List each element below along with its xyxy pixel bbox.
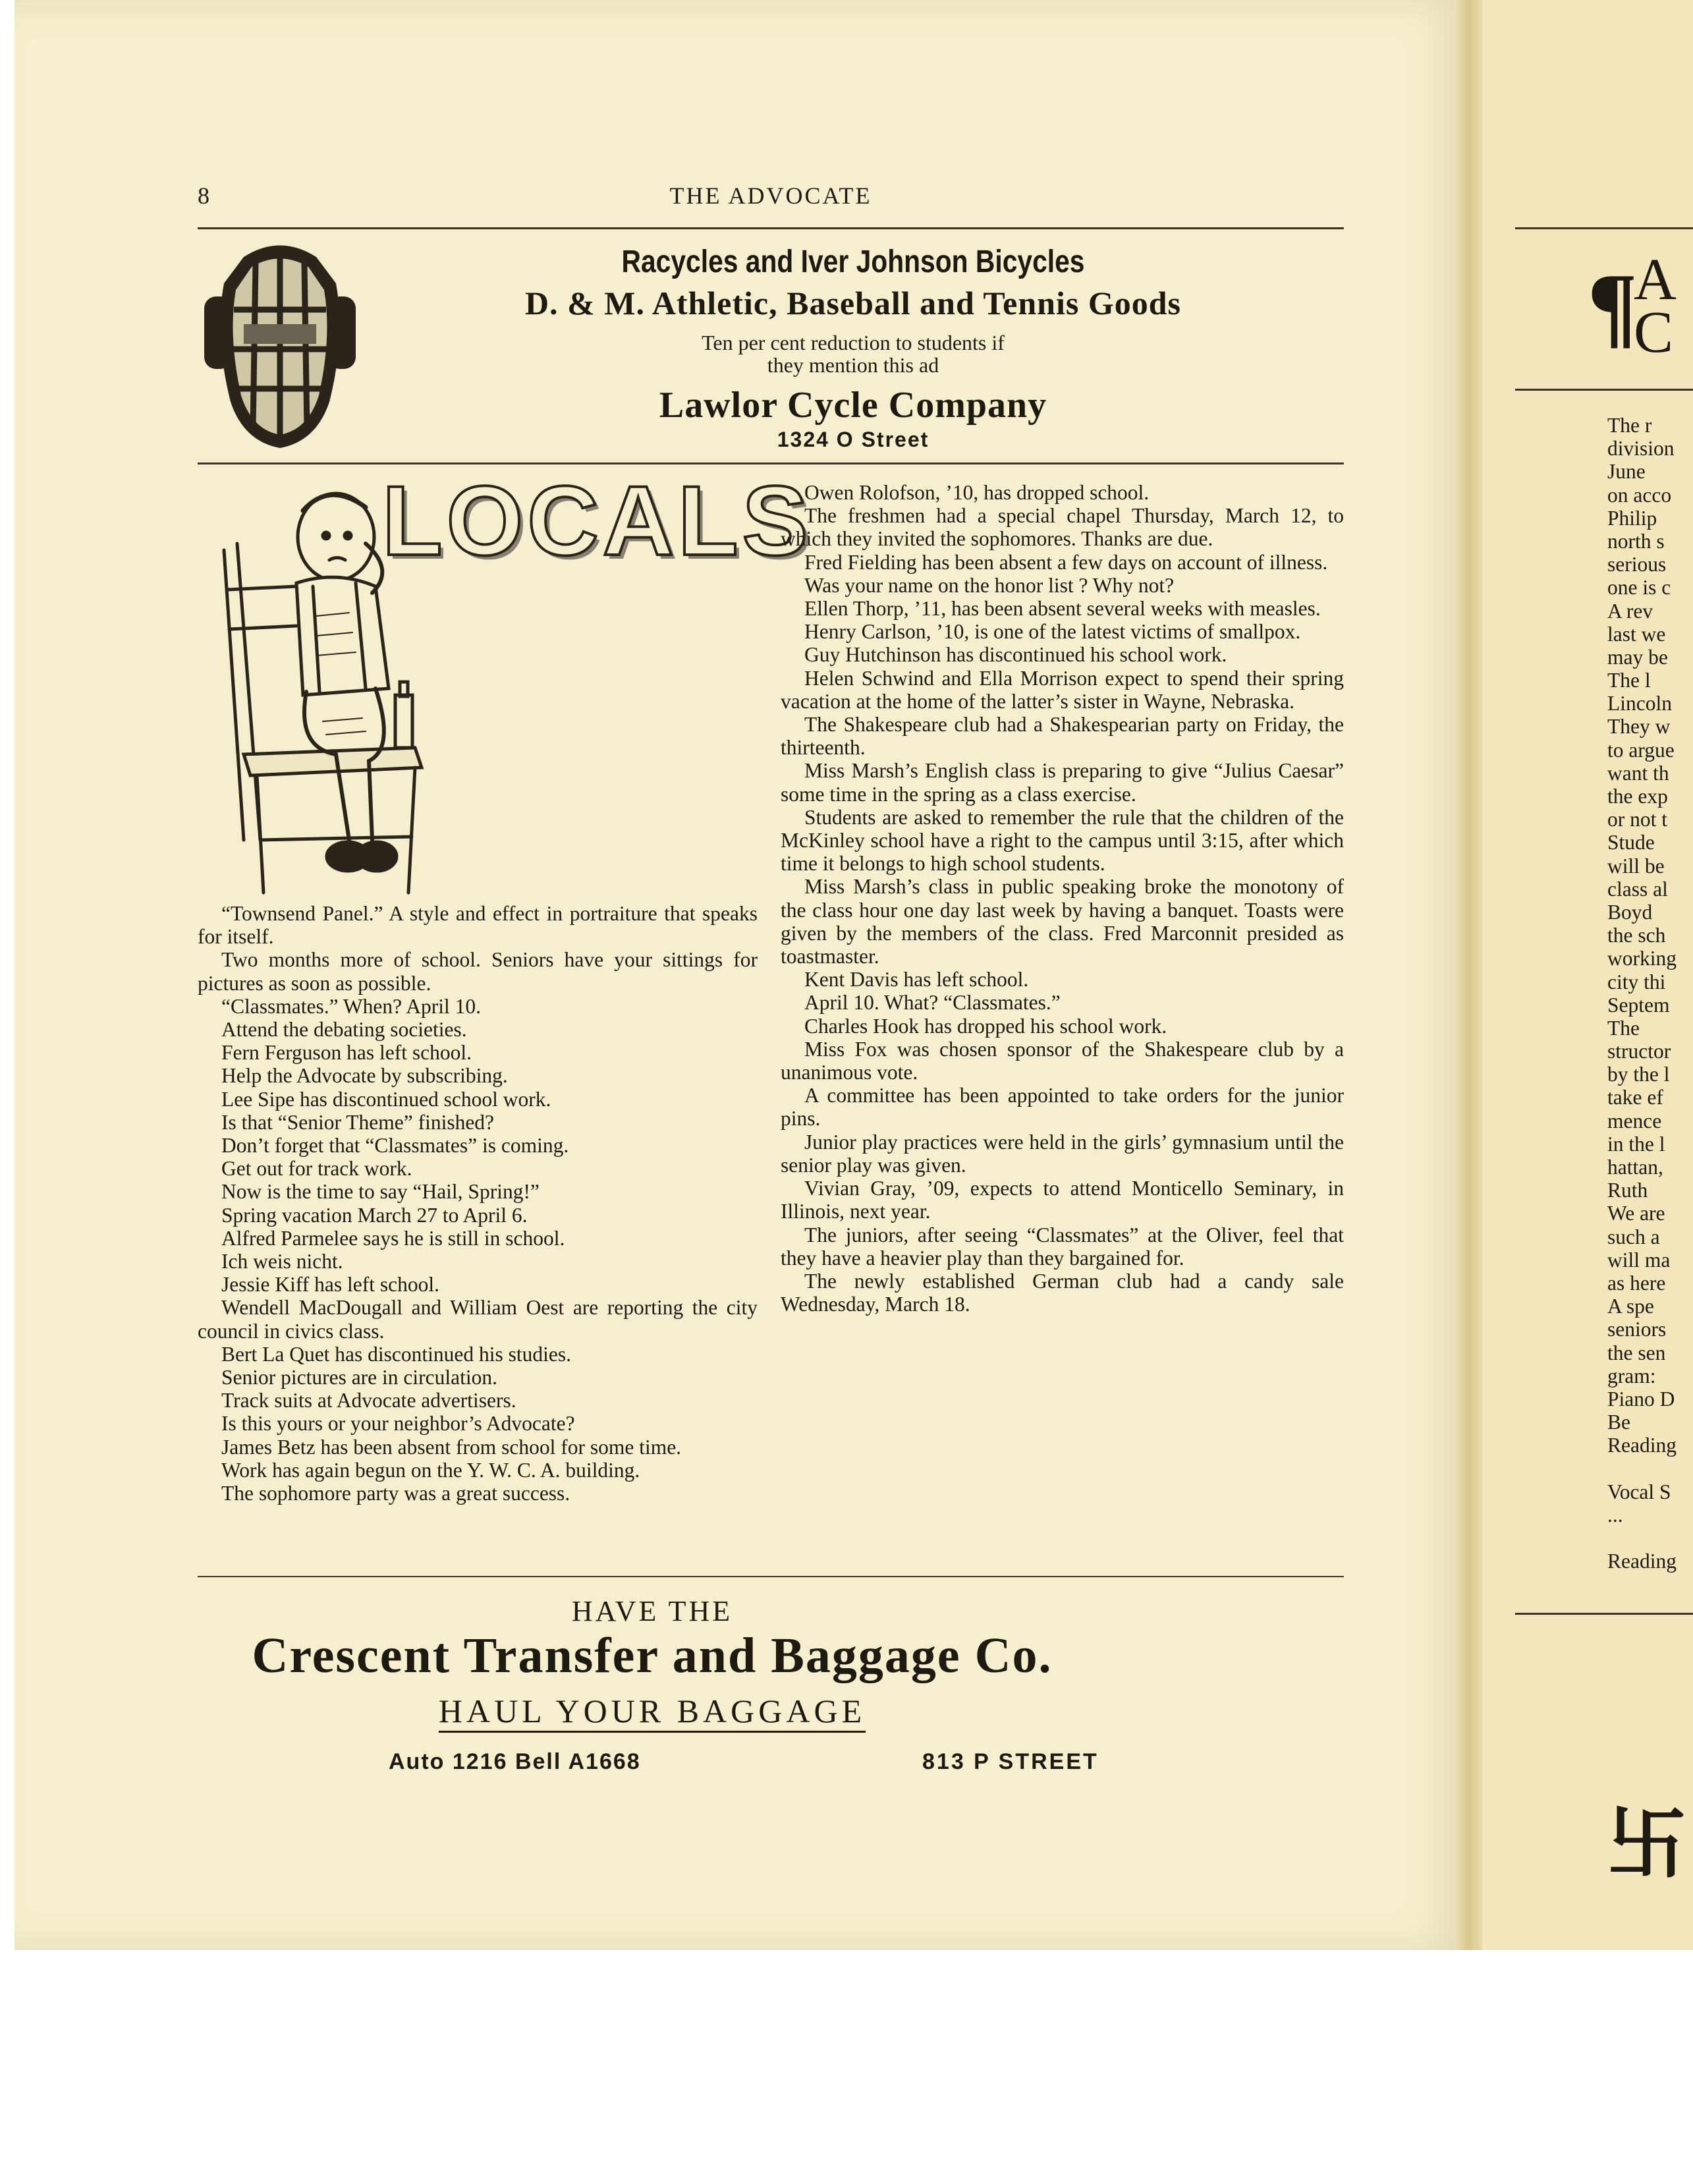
- local-item: Work has again begun on the Y. W. C. A. building.: [221, 1458, 640, 1482]
- adjacent-line: hattan,: [1607, 1156, 1663, 1179]
- local-item: Miss Marsh’s English class is preparing to give “Julius Caesar” some time in the spring as a class exercise.: [781, 759, 1344, 806]
- ad-lead-in: HAVE THE: [571, 1595, 733, 1627]
- adjacent-line: [1607, 1457, 1677, 1480]
- adjacent-line: ...: [1607, 1503, 1623, 1526]
- page-gutter: [1456, 0, 1482, 1950]
- adjacent-line: will ma: [1607, 1248, 1671, 1272]
- adjacent-line: Ruth: [1607, 1179, 1648, 1202]
- local-item: April 10. What? “Classmates.”: [804, 991, 1061, 1015]
- local-item: The Shakespeare club had a Shakespearian party on Friday, the thirteenth.: [781, 713, 1344, 760]
- local-item: Junior play practices were held in the girls’ gymnasium until the senior play was given.: [781, 1130, 1344, 1177]
- adjacent-bottom-rule: [1515, 1613, 1693, 1615]
- ad-headline: Racycles and Iver Johnson Bicycles: [621, 244, 1085, 279]
- adjacent-line: Philip: [1607, 506, 1657, 530]
- locals-illustration: [198, 465, 812, 896]
- local-item: Helen Schwind and Ella Morrison expect to spend their spring vacation at the home of the latter’s sister in Wayne, Nebraska.: [781, 666, 1344, 713]
- page-header: [198, 182, 1344, 215]
- local-item: Guy Hutchinson has discontinued his school work.: [804, 643, 1227, 667]
- adjacent-line: The l: [1607, 669, 1651, 692]
- ad-slogan-text: HAUL YOUR BAGGAGE: [439, 1693, 866, 1733]
- ad-offer-line-2: they mention this ad: [767, 353, 939, 377]
- adjacent-line: gram:: [1607, 1364, 1656, 1387]
- adjacent-line: They w: [1607, 715, 1671, 739]
- local-item: Is that “Senior Theme” finished?: [221, 1110, 495, 1134]
- ad-slogan: [198, 1692, 1107, 1730]
- ad-offer: [362, 331, 1344, 376]
- local-item: Charles Hook has dropped his school work.: [804, 1014, 1167, 1038]
- adjacent-line: last we: [1607, 622, 1666, 646]
- local-item: Track suits at Advocate advertisers.: [221, 1389, 516, 1413]
- paragraph-mark-icon: ¶: [1588, 255, 1638, 357]
- adjacent-line: structor: [1607, 1040, 1671, 1063]
- adjacent-initial-c: C: [1634, 300, 1674, 365]
- catchers-mask-icon: [198, 237, 362, 455]
- adjacent-line: may be: [1607, 645, 1668, 669]
- local-item: “Classmates.” When? April 10.: [221, 994, 481, 1018]
- adjacent-line: [1607, 1526, 1677, 1550]
- adjacent-line: such a: [1607, 1225, 1660, 1248]
- local-item: Vivian Gray, ’09, expects to attend Monticello Seminary, in Illinois, next year.: [781, 1177, 1344, 1223]
- local-item: Two months more of school. Seniors have your sittings for pictures as soon as possible.: [198, 948, 758, 995]
- adjacent-line: A spe: [1607, 1295, 1654, 1318]
- ad-text-block: [362, 237, 1344, 452]
- local-item: Henry Carlson, ’10, is one of the latest victims of smallpox.: [804, 620, 1301, 644]
- adjacent-title-rule: [1515, 389, 1693, 391]
- ad-rule: [198, 462, 1344, 464]
- bottom-ad-rule: [198, 1576, 1344, 1577]
- local-item: Jessie Kiff has left school.: [221, 1273, 439, 1297]
- ad-company-name: Crescent Transfer and Baggage Co.: [252, 1628, 1053, 1683]
- local-item: Spring vacation March 27 to April 6.: [221, 1203, 528, 1227]
- local-item: Bert La Quet has discontinued his studies.: [221, 1342, 572, 1366]
- adjacent-line: the sch: [1607, 924, 1666, 947]
- local-item: Attend the debating societies.: [221, 1018, 467, 1042]
- adjacent-line: working: [1607, 947, 1677, 970]
- adjacent-line: Be: [1607, 1411, 1630, 1434]
- ad-phone-numbers: Auto 1216 Bell A1668: [389, 1749, 641, 1774]
- local-item: Help the Advocate by subscribing.: [221, 1064, 508, 1088]
- adjacent-line: Reading: [1607, 1550, 1677, 1573]
- adjacent-line: We are: [1607, 1202, 1665, 1225]
- adjacent-line: The: [1607, 1016, 1640, 1040]
- adjacent-line: Vocal S: [1607, 1480, 1671, 1503]
- adjacent-initial-a: A: [1634, 247, 1677, 312]
- adjacent-line: north s: [1607, 529, 1665, 553]
- local-item: The freshmen had a special chapel Thursday, March 12, to which they invited the sophomores. Thanks are due.: [781, 504, 1344, 551]
- adjacent-line: Lincoln: [1607, 692, 1672, 715]
- adjacent-line: mence: [1607, 1109, 1662, 1133]
- local-item: Students are asked to remember the rule that the children of the McKinley school have a right to the campus until 3:15, after which time it belongs to high school students.: [781, 805, 1344, 876]
- adjacent-line: take ef: [1607, 1086, 1663, 1109]
- adjacent-text-lines: [1607, 414, 1677, 1573]
- local-item: The sophomore party was a great success.: [221, 1482, 570, 1505]
- adjacent-line: or not t: [1607, 808, 1667, 831]
- right-column: [781, 481, 1344, 1316]
- local-item: Miss Marsh’s class in public speaking broke the monotony of the class hour one day last week by having a banquet. Toasts were given by the members of the class. Fred Marconnit presided as toastmaster.: [781, 875, 1344, 968]
- adjacent-line: as here: [1607, 1271, 1666, 1295]
- adjacent-line: Boyd: [1607, 900, 1653, 924]
- ad-company-name: Lawlor Cycle Company: [659, 385, 1047, 426]
- local-item: Fred Fielding has been absent a few days on account of illness.: [804, 550, 1328, 574]
- local-item: Ellen Thorp, ’11, has been absent several weeks with measles.: [804, 597, 1321, 621]
- ad-address: 813 P STREET: [922, 1749, 1099, 1774]
- local-item: “Townsend Panel.” A style and effect in portraiture that speaks for itself.: [198, 902, 758, 949]
- local-item: Kent Davis has left school.: [804, 968, 1029, 992]
- ad-subheadline: D. & M. Athletic, Baseball and Tennis Goods: [525, 285, 1181, 322]
- local-item: The newly established German club had a candy sale Wednesday, March 18.: [781, 1269, 1344, 1316]
- adjacent-line: by the l: [1607, 1063, 1670, 1086]
- adjacent-line: in the l: [1607, 1132, 1665, 1156]
- local-item: Senior pictures are in circulation.: [221, 1366, 497, 1389]
- local-item: The juniors, after seeing “Classmates” at the Oliver, feel that they have a heavier play than they bargained for.: [781, 1223, 1344, 1270]
- local-item: Miss Fox was chosen sponsor of the Shakespeare club by a unanimous vote.: [781, 1037, 1344, 1084]
- adjacent-line: class al: [1607, 877, 1668, 901]
- adjacent-line: the exp: [1607, 785, 1668, 808]
- local-item: Get out for track work.: [221, 1157, 412, 1181]
- local-item: Owen Rolofson, ’10, has dropped school.: [804, 481, 1150, 504]
- adjacent-line: city thi: [1607, 970, 1666, 994]
- local-item: Ich weis nicht.: [221, 1250, 343, 1274]
- ad-company-address: 1324 O Street: [777, 428, 930, 451]
- adjacent-line: division: [1607, 437, 1675, 461]
- local-item: Alfred Parmelee says he is still in school.: [221, 1226, 565, 1250]
- local-item: A committee has been appointed to take orders for the junior pins.: [781, 1084, 1344, 1131]
- header-rule: [198, 227, 1344, 229]
- adjacent-line: Stude: [1607, 831, 1655, 854]
- running-title: THE ADVOCATE: [669, 182, 872, 209]
- local-item: Lee Sipe has discontinued school work.: [221, 1087, 551, 1111]
- local-item: Was your name on the honor list ? Why not?: [804, 573, 1175, 597]
- adjacent-line: A rev: [1607, 599, 1653, 623]
- local-item: James Betz has been absent from school for some time.: [221, 1435, 682, 1459]
- local-item: Fern Ferguson has left school.: [221, 1041, 472, 1065]
- adjacent-line: will be: [1607, 854, 1665, 878]
- local-item: Wendell MacDougall and William Oest are reporting the city council in civics class.: [198, 1296, 758, 1343]
- adjacent-line: want th: [1607, 761, 1669, 785]
- page-number: 8: [198, 182, 209, 209]
- local-item: Don’t forget that “Classmates” is coming.: [221, 1134, 569, 1158]
- adjacent-line: June: [1607, 460, 1646, 484]
- adjacent-line: to argue: [1607, 738, 1675, 762]
- local-item: Now is the time to say “Hail, Spring!”: [221, 1180, 540, 1204]
- adjacent-header-rule: [1515, 227, 1693, 229]
- local-item: Is this yours or your neighbor’s Advocate?: [221, 1412, 575, 1436]
- ad-offer-line-1: Ten per cent reduction to students if: [702, 331, 1005, 354]
- adjacent-line: the sen: [1607, 1341, 1666, 1364]
- adjacent-line: Septem: [1607, 993, 1670, 1017]
- swastika-symbol-icon: 卐: [1607, 1801, 1686, 1888]
- adjacent-line: on acco: [1607, 483, 1672, 507]
- adjacent-line: The r: [1607, 414, 1652, 437]
- adjacent-line: one is c: [1607, 576, 1671, 600]
- adjacent-line: seniors: [1607, 1318, 1667, 1341]
- adjacent-line: Reading: [1607, 1434, 1677, 1457]
- adjacent-line: Piano D: [1607, 1387, 1675, 1411]
- adjacent-page-fragment: [1482, 0, 1693, 1950]
- adjacent-line: serious: [1607, 553, 1667, 576]
- advertisement-lawlor-cycle: [198, 237, 1344, 455]
- left-column: [198, 902, 758, 1505]
- locals-heading: LOCALS: [382, 465, 812, 576]
